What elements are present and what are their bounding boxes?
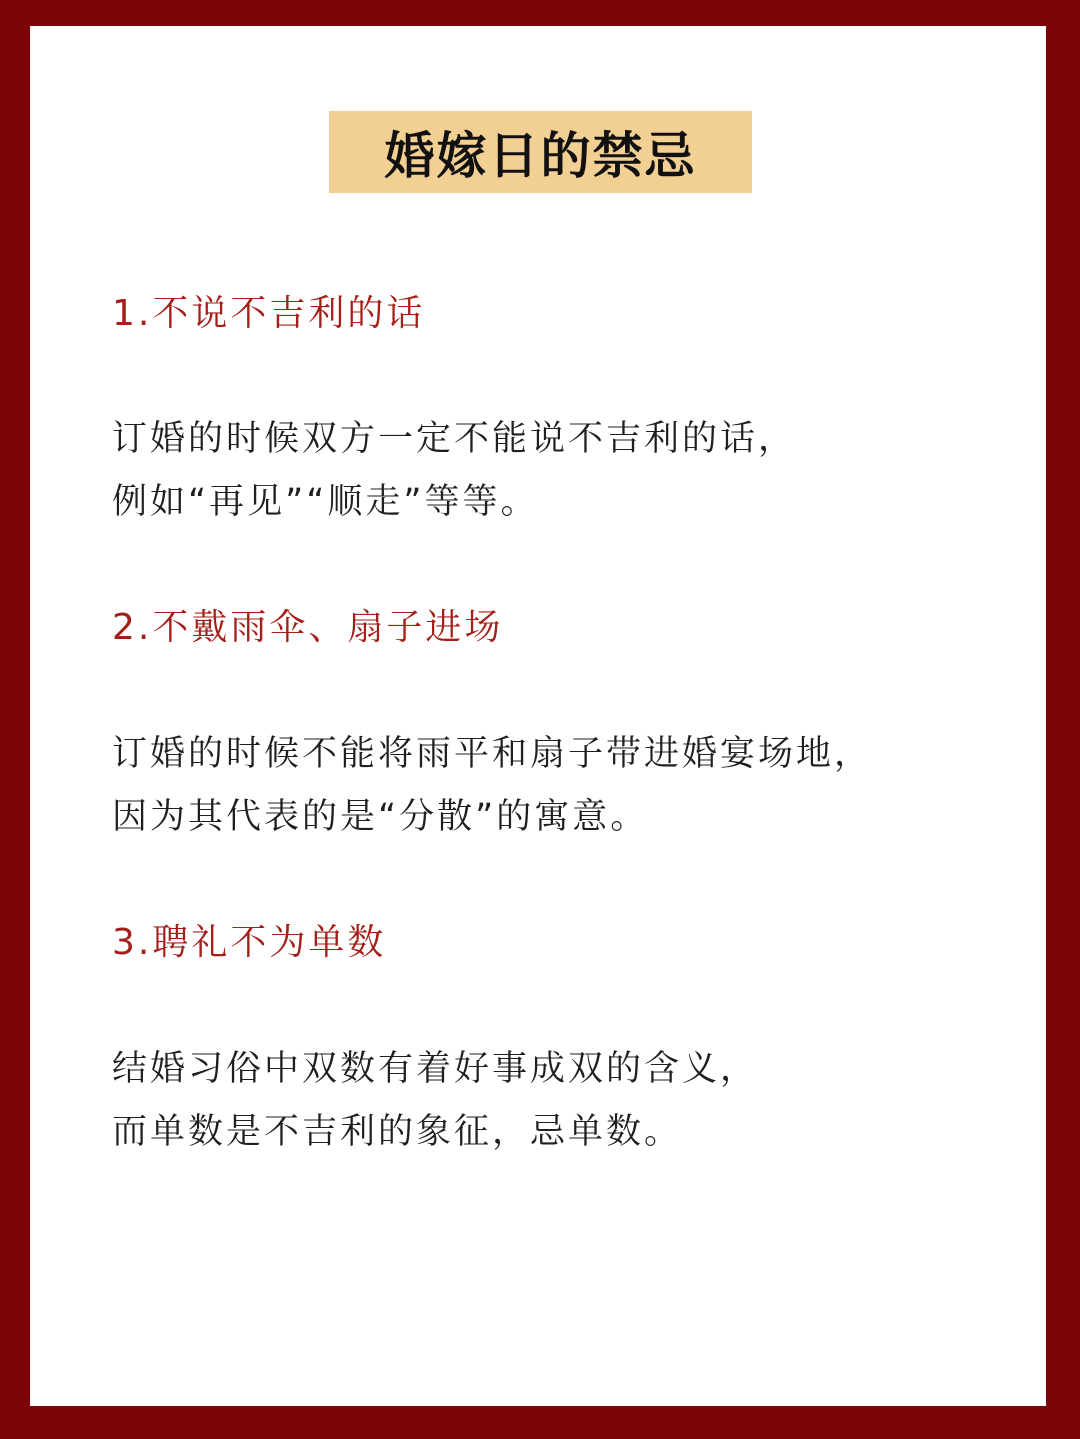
section-2-line-1: 订婚的时候不能将雨平和扇子带进婚宴场地， [112,734,873,774]
section-body-3 [112,1038,758,1164]
section-3-line-2: 而单数是不吉利的象征，忌单数。 [112,1112,683,1152]
section-heading-3: 3.聘礼不为单数 [112,922,387,963]
section-3-line-1: 结婚习俗中双数有着好事成双的含义， [112,1049,759,1089]
page-title: 婚嫁日的禁忌 [384,127,697,185]
section-2-line-2: 因为其代表的是“分散”的寓意。 [112,797,649,837]
section-heading-2: 2.不戴雨伞、扇子进场 [112,607,504,648]
section-body-1 [112,408,796,534]
content-card [30,26,1046,1406]
section-1-line-2: 例如“再见”“顺走”等等。 [112,482,539,522]
title-banner [329,111,752,193]
section-heading-1: 1.不说不吉利的话 [112,293,426,334]
section-1-line-1: 订婚的时候双方一定不能说不吉利的话， [112,419,797,459]
section-body-2 [112,723,872,849]
